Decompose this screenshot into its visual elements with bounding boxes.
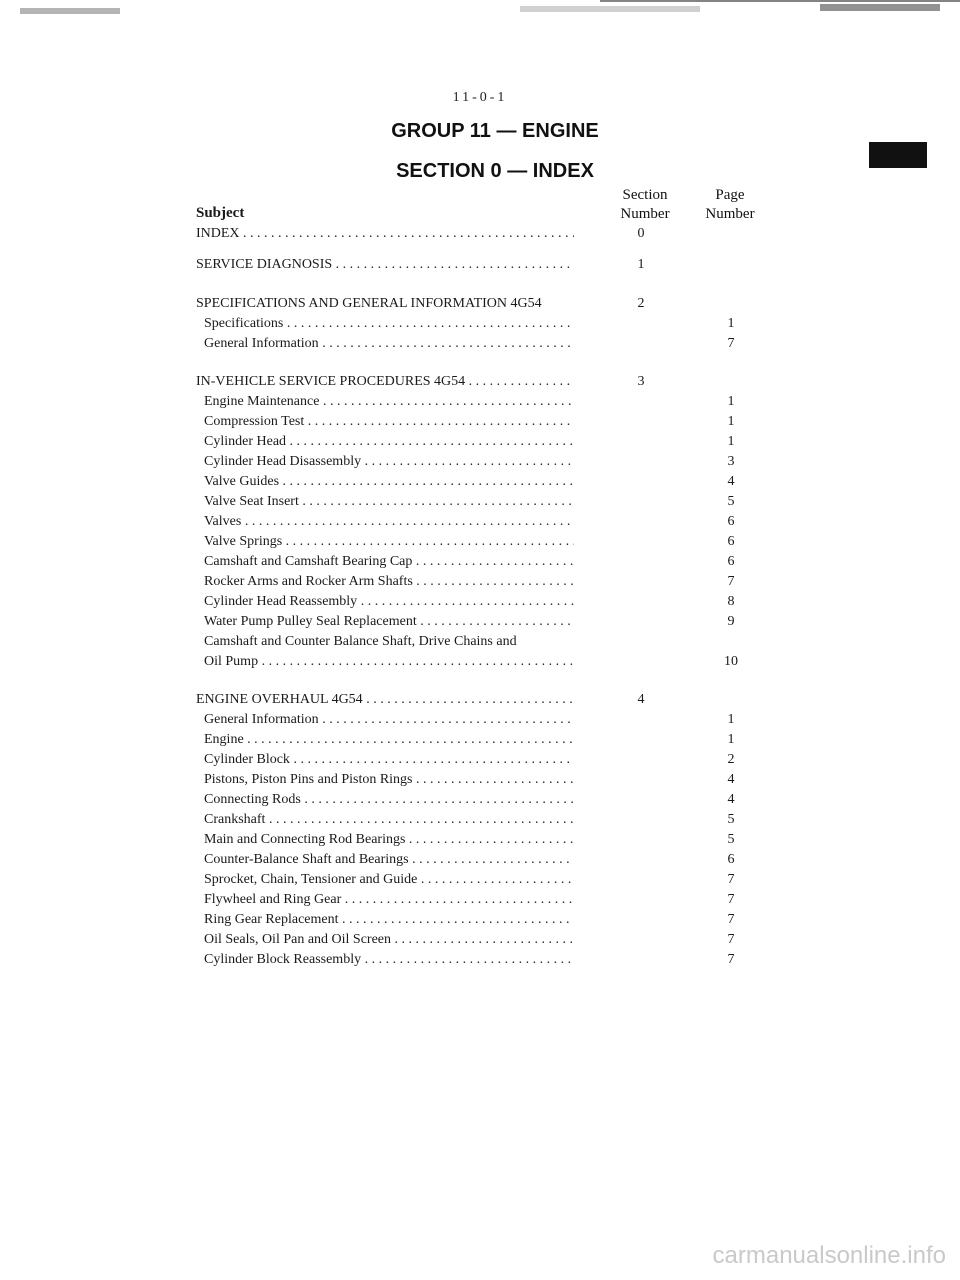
index-row xyxy=(196,752,956,772)
index-row-subject: Sprocket, Chain, Tensioner and Guide . . . xyxy=(204,872,574,888)
index-row-subject: Cylinder Block . . . xyxy=(204,752,574,768)
index-row xyxy=(196,454,956,474)
index-row xyxy=(196,634,956,654)
index-row xyxy=(196,892,956,912)
index-row-page-number: 7 xyxy=(727,872,735,887)
index-row-page-number: 9 xyxy=(727,614,735,629)
index-row-subject: Rocker Arms and Rocker Arm Shafts . . . xyxy=(204,574,574,590)
index-row-page-number: 7 xyxy=(727,336,735,351)
index-row xyxy=(196,812,956,832)
index-row-page-number: 5 xyxy=(727,494,735,509)
index-row xyxy=(196,932,956,952)
index-row-page-number: 5 xyxy=(727,812,735,827)
index-row xyxy=(196,692,956,712)
index-row-page-number: 7 xyxy=(727,892,735,907)
index-row xyxy=(196,554,956,574)
index-row xyxy=(196,434,956,454)
index-row-subject: Crankshaft . . . xyxy=(204,812,574,828)
index-row xyxy=(196,414,956,434)
index-row-subject: Ring Gear Replacement . . . xyxy=(204,912,574,928)
index-row xyxy=(196,226,956,246)
index-row-subject: Connecting Rods . . . xyxy=(204,792,574,808)
page-number: 11-0-1 xyxy=(452,90,508,105)
index-row-subject: INDEX . . . xyxy=(196,226,574,242)
index-row-subject: Water Pump Pulley Seal Replacement . . . xyxy=(204,614,574,630)
index-row xyxy=(196,594,956,614)
index-row-subject: SPECIFICATIONS AND GENERAL INFORMATION 4G54 xyxy=(196,296,542,311)
index-row-page-number: 7 xyxy=(727,952,735,967)
group-title: GROUP 11 — ENGINE xyxy=(391,120,599,142)
index-row-subject: Cylinder Head Disassembly . . . xyxy=(204,454,574,470)
index-row-section-number: 3 xyxy=(637,374,645,389)
index-row-subject: Compression Test . . . xyxy=(204,414,574,430)
index-row-page-number: 5 xyxy=(727,832,735,847)
index-row-page-number: 6 xyxy=(727,554,735,569)
index-row-page-number: 7 xyxy=(727,574,735,589)
index-row-page-number: 4 xyxy=(727,792,735,807)
index-row-page-number: 6 xyxy=(727,534,735,549)
index-row-subject: Flywheel and Ring Gear . . . xyxy=(204,892,574,908)
index-row-section-number: 4 xyxy=(637,692,645,707)
index-row-subject: Engine Maintenance . . . xyxy=(204,394,574,410)
index-row xyxy=(196,792,956,812)
index-row-page-number: 1 xyxy=(727,394,735,409)
index-row-section-number: 0 xyxy=(637,226,645,241)
index-row-page-number: 1 xyxy=(727,712,735,727)
index-row-subject: Cylinder Head . . . xyxy=(204,434,574,450)
index-row xyxy=(196,654,956,674)
index-row-subject: Valve Springs . . . xyxy=(204,534,574,550)
index-row xyxy=(196,614,956,634)
watermark: carmanualsonline.info xyxy=(712,1242,946,1269)
section-title: SECTION 0 — INDEX xyxy=(396,160,594,182)
index-row xyxy=(196,574,956,594)
index-row-subject: Counter-Balance Shaft and Bearings . . . xyxy=(204,852,574,868)
index-row-subject: Oil Seals, Oil Pan and Oil Screen . . . xyxy=(204,932,574,948)
index-row-subject: SERVICE DIAGNOSIS . . . xyxy=(196,257,574,273)
index-row xyxy=(196,514,956,534)
index-row-subject: Pistons, Piston Pins and Piston Rings . . . xyxy=(204,772,574,788)
index-row xyxy=(196,872,956,892)
index-row xyxy=(196,474,956,494)
index-row-subject: Valve Seat Insert . . . xyxy=(204,494,574,510)
index-row xyxy=(196,374,956,394)
index-row xyxy=(196,296,956,316)
index-row-subject: Cylinder Block Reassembly . . . xyxy=(204,952,574,968)
index-row-subject: Specifications . . . xyxy=(204,316,574,332)
index-row-page-number: 1 xyxy=(727,316,735,331)
index-row-subject: Valve Guides . . . xyxy=(204,474,574,490)
index-row xyxy=(196,852,956,872)
index-row-subject: Cylinder Head Reassembly . . . xyxy=(204,594,574,610)
index-row-page-number: 10 xyxy=(724,654,738,669)
index-row-section-number: 2 xyxy=(637,296,645,311)
index-row-subject: Oil Pump . . . xyxy=(204,654,574,670)
index-row-subject: Main and Connecting Rod Bearings . . . xyxy=(204,832,574,848)
index-row-page-number: 7 xyxy=(727,912,735,927)
index-row-page-number: 1 xyxy=(727,414,735,429)
index-row-page-number: 3 xyxy=(727,454,735,469)
index-row-subject: Valves . . . xyxy=(204,514,574,530)
index-row-page-number: 7 xyxy=(727,932,735,947)
index-row xyxy=(196,394,956,414)
index-row xyxy=(196,712,956,732)
index-row-page-number: 1 xyxy=(727,434,735,449)
index-row-subject: Camshaft and Camshaft Bearing Cap . . . xyxy=(204,554,574,570)
index-row xyxy=(196,316,956,336)
index-row-subject: ENGINE OVERHAUL 4G54 . . . xyxy=(196,692,574,708)
index-row xyxy=(196,952,956,972)
index-row xyxy=(196,772,956,792)
scan-artifacts xyxy=(0,0,960,30)
index-row xyxy=(196,832,956,852)
index-row-page-number: 6 xyxy=(727,514,735,529)
index-row xyxy=(196,732,956,752)
index-row-page-number: 8 xyxy=(727,594,735,609)
index-row-subject: General Information . . . xyxy=(204,712,574,728)
index-row xyxy=(196,336,956,356)
index-row-page-number: 2 xyxy=(727,752,735,767)
subject-header: Subject xyxy=(196,205,245,221)
index-row-page-number: 4 xyxy=(727,474,735,489)
index-row-subject: IN-VEHICLE SERVICE PROCEDURES 4G54 . . . xyxy=(196,374,574,390)
index-row-section-number: 1 xyxy=(637,257,645,272)
index-row-subject: Engine . . . xyxy=(204,732,574,748)
index-row xyxy=(196,257,956,277)
index-row-page-number: 4 xyxy=(727,772,735,787)
index-row-page-number: 6 xyxy=(727,852,735,867)
section-number-header: Section Number xyxy=(620,187,670,222)
index-row xyxy=(196,494,956,514)
index-row-page-number: 1 xyxy=(727,732,735,747)
page-number-header: Page Number xyxy=(705,187,755,222)
index-row xyxy=(196,534,956,554)
index-row-subject: Camshaft and Counter Balance Shaft, Drive Chains and xyxy=(204,634,517,649)
index-row xyxy=(196,912,956,932)
index-row-subject: General Information . . . xyxy=(204,336,574,352)
